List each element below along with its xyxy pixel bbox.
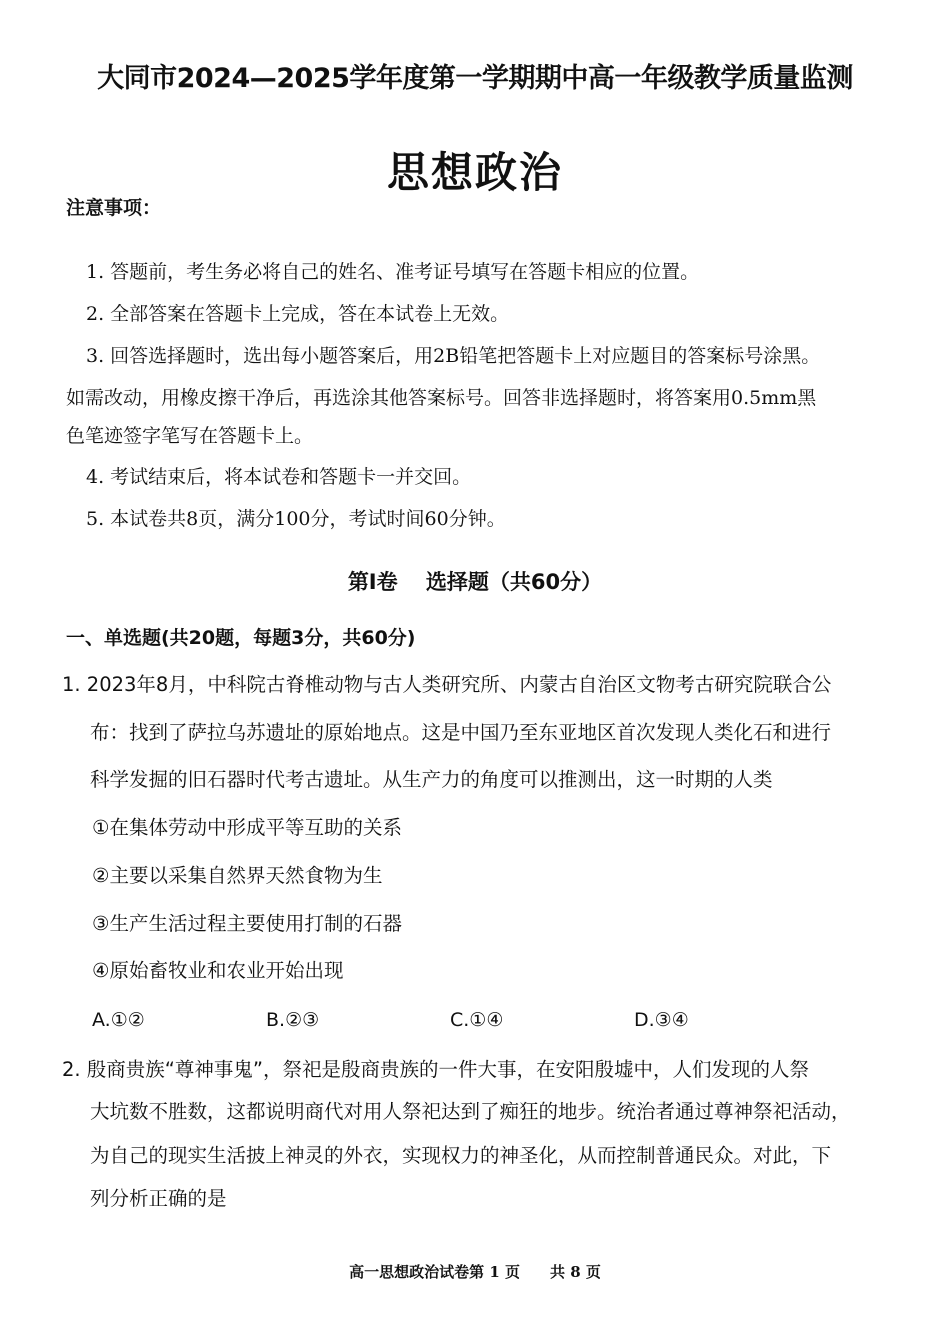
notice-item: 5. 本试卷共8页，满分100分，考试时间60分钟。 <box>86 508 506 530</box>
notice-item: 4. 考试结束后，将本试卷和答题卡一并交回。 <box>86 466 472 488</box>
question-text: 为自己的现实生活披上神灵的外衣，实现权力的神圣化，从而控制普通民众。对此，下 <box>90 1144 832 1167</box>
option-d: D.③④ <box>634 1009 689 1031</box>
page-footer: 高一思想政治试卷第 1 页 共 8 页 <box>349 1263 601 1281</box>
statement: ①在集体劳动中形成平等互助的关系 <box>92 816 402 839</box>
question-text: 大坑数不胜数，这都说明商代对用人祭祀达到了痴狂的地步。统治者通过尊神祭祀活动， <box>90 1100 851 1123</box>
notice-item: 2. 全部答案在答题卡上完成，答在本试卷上无效。 <box>86 303 510 325</box>
question-text: 布：找到了萨拉乌苏遗址的原始地点。这是中国乃至东亚地区首次发现人类化石和进行 <box>90 721 832 744</box>
question-text: 列分析正确的是 <box>90 1187 227 1210</box>
notice-item: 如需改动，用橡皮擦干净后，再选涂其他答案标号。回答非选择题时，将答案用0.5mm黑 <box>66 387 817 409</box>
notice-item: 3. 回答选择题时，选出每小题答案后，用2B铅笔把答题卡上对应题目的答案标号涂黑。 <box>86 345 821 367</box>
question-text: 1. 2023年8月，中科院古脊椎动物与古人类研究所、内蒙古自治区文物考古研究院联合公 <box>62 673 832 696</box>
section-title: 第Ⅰ卷 选择题（共60分） <box>347 570 603 594</box>
question-text: 2. 殷商贵族“尊神事鬼”，祭祀是殷商贵族的一件大事，在安阳殷墟中，人们发现的人祭 <box>62 1058 810 1081</box>
statement: ④原始畜牧业和农业开始出现 <box>92 959 344 982</box>
option-c: C.①④ <box>450 1009 504 1031</box>
notice-item: 1. 答题前，考生务必将自己的姓名、准考证号填写在答题卡相应的位置。 <box>86 261 700 283</box>
option-a: A.①② <box>92 1009 145 1031</box>
option-b: B.②③ <box>266 1009 320 1031</box>
part-heading: 一、单选题(共20题，每题3分，共60分) <box>66 627 416 649</box>
subject-title: 思想政治 <box>386 148 563 197</box>
statement: ③生产生活过程主要使用打制的石器 <box>92 912 402 935</box>
statement: ②主要以采集自然界天然食物为生 <box>92 864 383 887</box>
notice-item: 色笔迹签字笔写在答题卡上。 <box>66 425 314 447</box>
notice-heading: 注意事项： <box>66 197 162 219</box>
question-text: 科学发掘的旧石器时代考古遗址。从生产力的角度可以推测出，这一时期的人类 <box>90 768 773 791</box>
exam-title: 大同市2024—2025学年度第一学期期中高一年级教学质量监测 <box>97 63 853 94</box>
